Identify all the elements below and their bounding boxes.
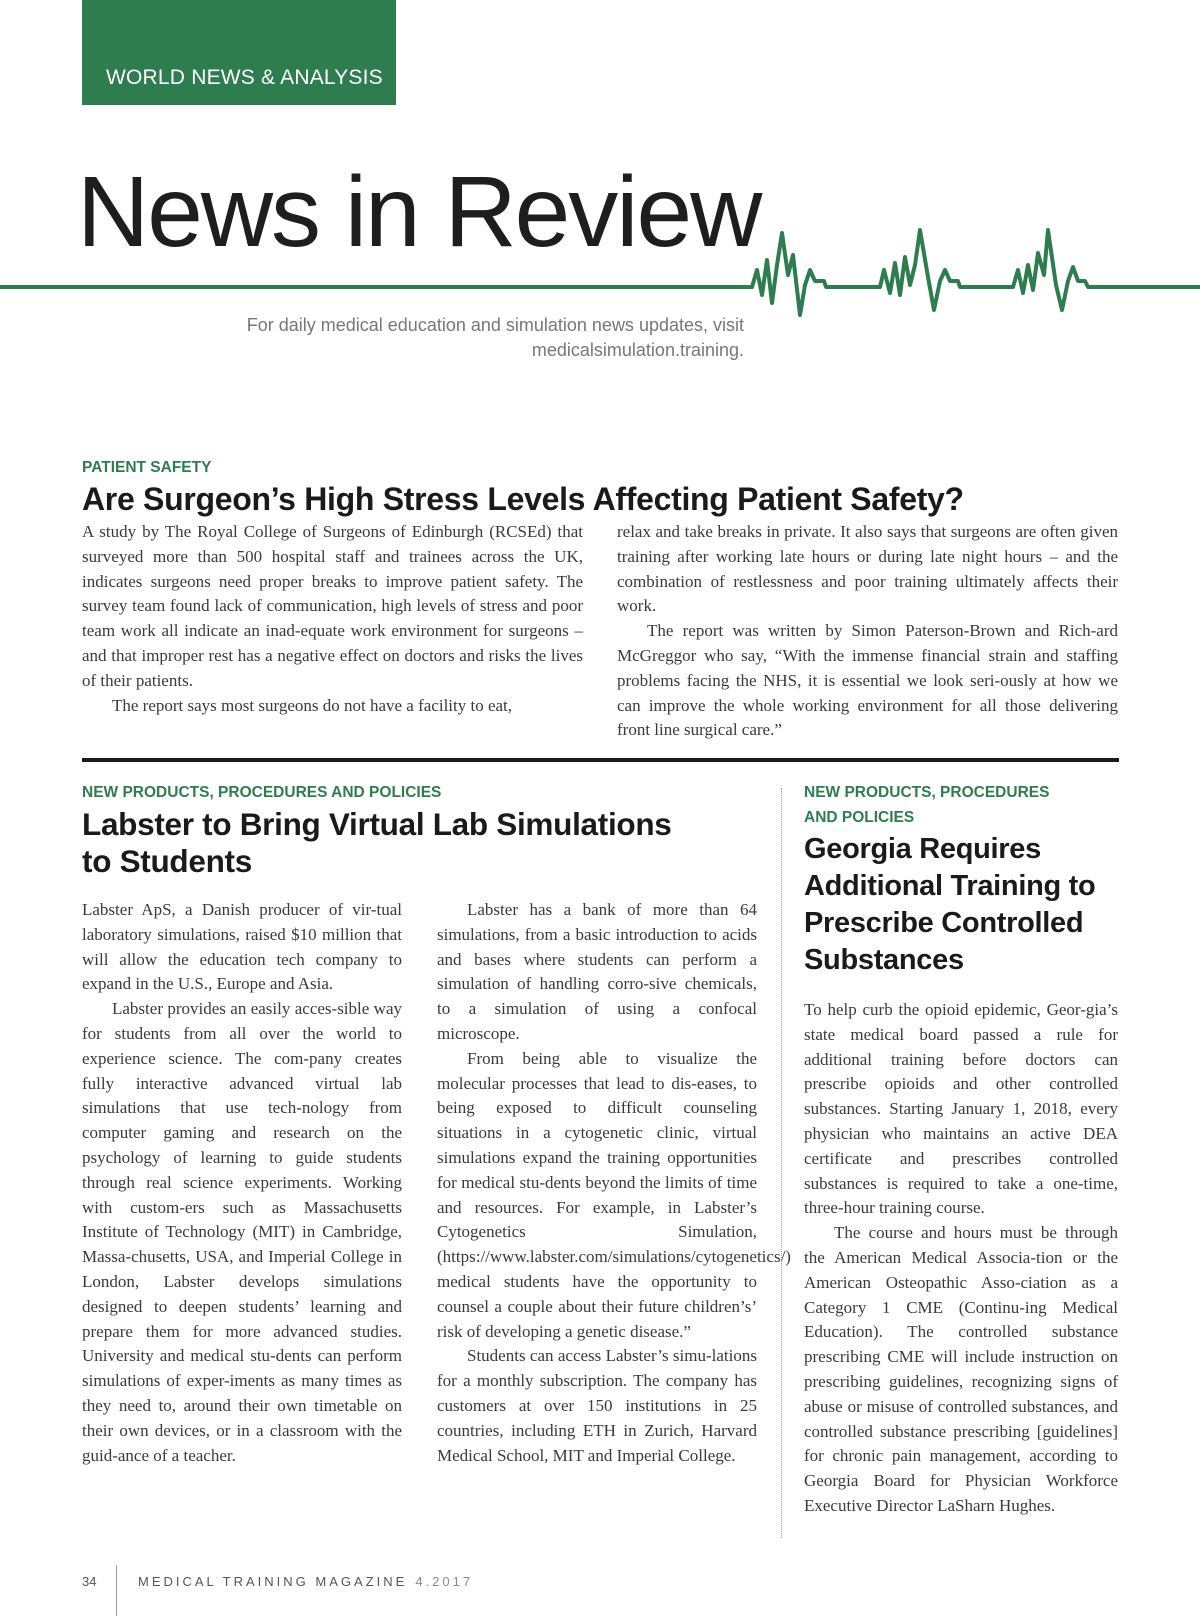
paragraph: The report says most surgeons do not have a facility to eat, — [112, 695, 513, 715]
headline-line: to Students — [82, 843, 252, 879]
kicker-line: NEW PRODUCTS, PROCEDURES — [804, 784, 1050, 801]
column-divider — [781, 788, 782, 1538]
article2-column-1 — [82, 898, 402, 1468]
article1-headline: Are Surgeon’s High Stress Levels Affecting Patient Safety? — [82, 481, 964, 517]
headline-line: Substances — [804, 944, 964, 976]
kicker-line: AND POLICIES — [804, 809, 915, 826]
paragraph: Labster provides an easily acces-sible way for students from all over the world to experience science. The com-pany creates fully interactive advanced virtual lab simulations that use tech-nology from computer gaming and research on the psychology of learning to guide students through real science experiments. Working with custom-ers such as Massachusetts Institute of Technology (MIT) in Cambridge, Massa-chusetts, USA, and Imperial College in London, Labster develops simulations designed to deepen students’ learning and prepare them for more advanced studies. University and medical stu-dents can perform simulations of exper-iments as many times as they need to, around their own timetable on their own devices, or in a classroom with the guid-ance of a teacher. — [82, 999, 402, 1465]
paragraph: Students can access Labster’s simu-lations for a monthly subscription. The company has customers at over 150 institutions in 25 countries, including ETH in Zurich, Harvard Medical School, MIT and Imperial College. — [437, 1346, 757, 1465]
paragraph: relax and take breaks in private. It also says that surgeons are often given training after working late hours or during late night hours – and the combination of restlessness and poor training ultimately affects their work. — [617, 522, 1118, 616]
headline-line: Labster to Bring Virtual Lab Simulations — [82, 806, 672, 842]
footer-divider — [116, 1565, 117, 1616]
paragraph: A study by The Royal College of Surgeons of Edinburgh (RCSEd) that surveyed more than 500 hospital staff and trainees across the UK, indicates surgeons need proper breaks to improve patient safety. The survey team found lack of communication, high levels of stress and poor team work all indicate an inad-equate work environment for surgeons – and that improper rest has a negative effect on doctors and risks the lives of their patients. — [82, 522, 583, 690]
paragraph: Labster has a bank of more than 64 simulations, from a basic introduction to acids and bases where students can perform a simulation of handling corro-sive chemicals, to a simulation of using a confocal microscope. — [437, 900, 757, 1043]
section-divider — [82, 758, 1119, 762]
headline-line: Prescribe Controlled — [804, 907, 1084, 939]
article2-headline — [82, 806, 672, 880]
magazine-name: MEDICAL TRAINING MAGAZINE — [138, 1574, 408, 1589]
article2-column-2 — [437, 898, 791, 1468]
paragraph: From being able to visualize the molecular processes that lead to dis-eases, to being exposed to difficult counseling situations in a cytogenetic clinic, virtual simulations expand the training opportunities for medical stu-dents beyond the limits of time and resources. For example, in Labster’s Cytogenetics Simulation, (https://www.labster.com/simulations/cytogenetics/) medical students have the opportunity to counsel a couple about their future children’s’ risk of developing a genetic disease.” — [437, 1048, 791, 1341]
headline-line: Georgia Requires — [804, 833, 1041, 865]
article1-column-2 — [617, 520, 1118, 743]
article1-column-1 — [82, 520, 583, 718]
article3-headline — [804, 831, 1095, 979]
tagline-line: For daily medical education and simulation news updates, visit — [246, 315, 744, 335]
paragraph: The course and hours must be through the American Medical Associa-tion or the American Osteopathic Asso-ciation as a Category 1 CME (Continu-ing Medical Education). The controlled substance prescribing CME will include instruction on prescribing guidelines, recognizing signs of abuse or misuse of controlled substances, and controlled substance prescribing [guidelines] for chronic pain management, according to Georgia Board for Physician Workforce Executive Director LaSharn Hughes. — [804, 1223, 1118, 1515]
tagline — [200, 313, 744, 363]
paragraph: To help curb the opioid epidemic, Geor-gia’s state medical board passed a rule for additional training before doctors can prescribe opioids and other controlled substances. Starting January 1, 2018, every physician who maintains an active DEA certificate and prescribes controlled substances is required to take a one-time, three-hour training course. — [804, 1000, 1118, 1218]
tagline-line: medicalsimulation.training. — [531, 340, 744, 360]
headline-line: Additional Training to — [804, 870, 1096, 902]
page-title: News in Review — [77, 156, 761, 268]
article2-kicker: NEW PRODUCTS, PROCEDURES AND POLICIES — [82, 784, 442, 801]
paragraph: Labster ApS, a Danish producer of vir-tual laboratory simulations, raised $10 million that will allow the education tech company to expand in the U.S., Europe and Asia. — [82, 900, 402, 994]
paragraph: The report was written by Simon Paterson-Brown and Rich-ard McGreggor who say, “With the immense financial strain and staffing problems facing the NHS, it is essential we look seri-ously at how we can improve the whole working environment for all those delivering front line surgical care.” — [617, 621, 1118, 740]
issue-date: 4.2017 — [415, 1574, 474, 1589]
footer-magazine-info — [138, 1574, 473, 1589]
section-tab: WORLD NEWS & ANALYSIS — [82, 0, 396, 105]
page-number: 34 — [82, 1574, 97, 1589]
article3-column — [804, 998, 1118, 1519]
article3-kicker — [804, 780, 1049, 830]
article1-kicker: PATIENT SAFETY — [82, 459, 212, 476]
